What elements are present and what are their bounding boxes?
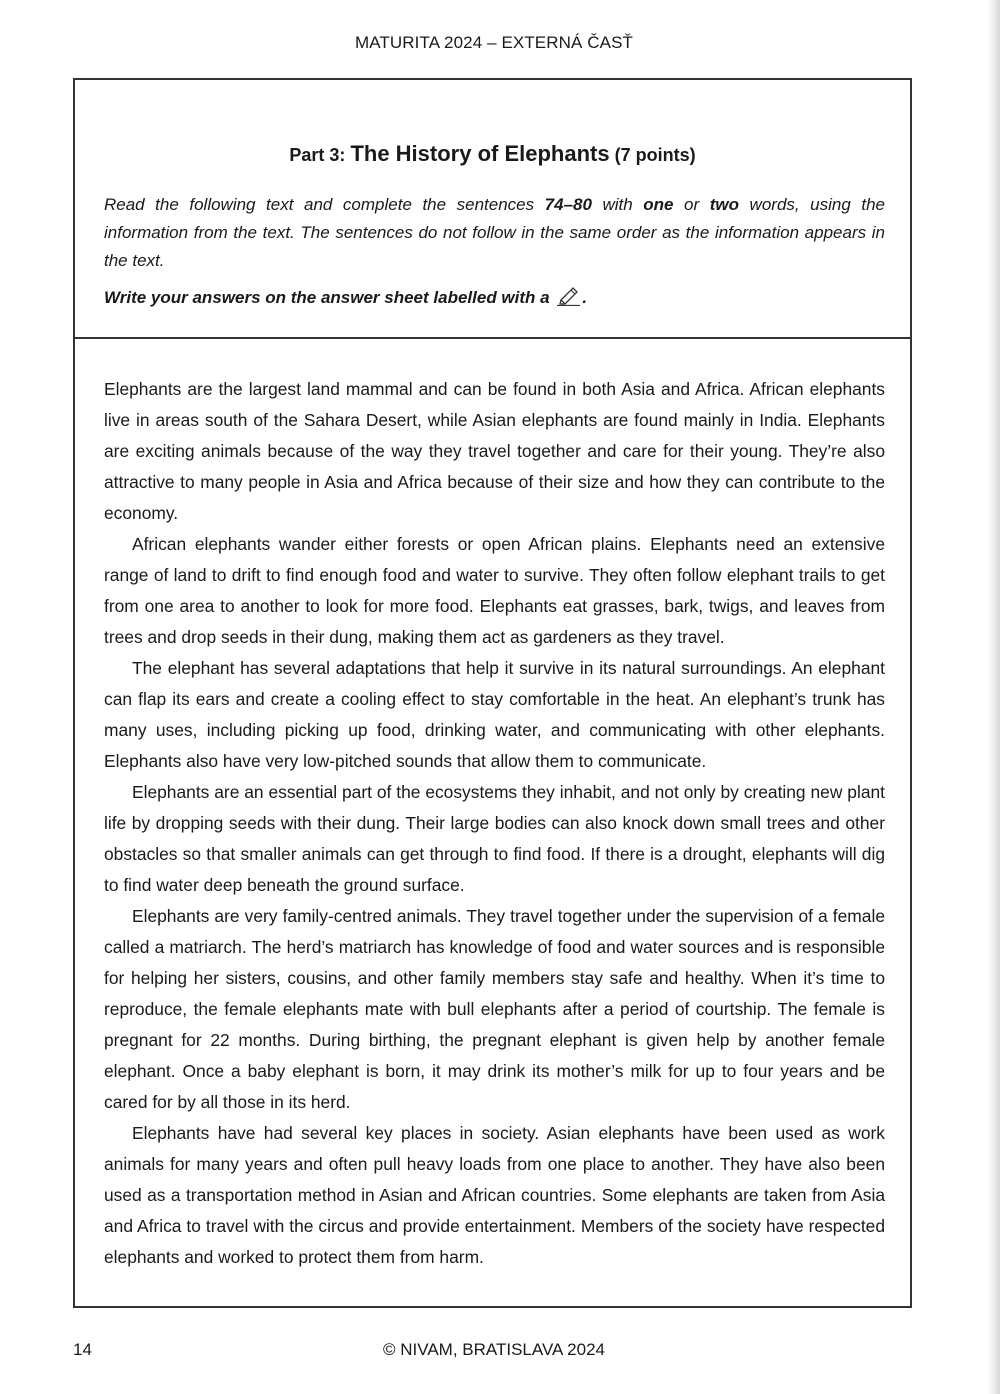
part-heading: The History of Elephants [350, 141, 610, 166]
task-frame [73, 78, 912, 1308]
answer-sheet-note-end: . [582, 288, 588, 307]
task-instructions-box [75, 80, 910, 339]
page-edge-shadow [988, 0, 1000, 1394]
part-title [75, 141, 910, 167]
article-paragraph: Elephants are the largest land mammal and can be found in both Asia and Africa. African elephants live in areas south of the Sahara Desert, while Asian elephants are found mainly in India. Elephants are exciting animals because of the way they travel together and care for their young. They’re also attractive to many people in Asia and Africa because of their size and how they can contribute to the economy. [104, 379, 885, 523]
part-points: (7 points) [614, 145, 696, 165]
footer-copyright: © NIVAM, BRATISLAVA 2024 [383, 1340, 605, 1359]
article-paragraph: The elephant has several adaptations that help it survive in its natural surroundings. An elephant can flap its ears and create a cooling effect to stay comfortable in the heat. An elephant’s trunk has many uses, including picking up food, drinking water, and communicating with other elephants. Elephants also have very low-pitched sounds that allow them to communicate. [104, 658, 885, 771]
part-label: Part 3: [289, 145, 346, 165]
pencil-icon [556, 284, 582, 311]
instructions-text-3: or [673, 195, 710, 214]
page-number: 14 [73, 1340, 92, 1359]
answer-sheet-note [104, 284, 587, 311]
instructions-text-1: Read the following text and complete the sentences [104, 195, 545, 214]
article-paragraph: Elephants have had several key places in society. Asian elephants have been used as work animals for many years and often pull heavy loads from one place to another. They have also been used as a transportation method in Asian and African countries. Some elephants are taken from Asia and Africa to travel with the circus and provide entertainment. Members of the society have respected elephants and worked to protect them from harm. [104, 1123, 885, 1267]
instructions-text-2: with [591, 195, 644, 214]
article-paragraph: Elephants are an essential part of the ecosystems they inhabit, and not only by creating new plant life by dropping seeds with their dung. Their large bodies can also knock down small trees and other obstacles so that smaller animals can get through to find food. If there is a drought, elephants will dig to find water deep beneath the ground surface. [104, 782, 885, 895]
answer-sheet-note-text: Write your answers on the answer sheet labelled with a [104, 288, 550, 307]
task-instructions [104, 191, 885, 275]
article-paragraph: Elephants are very family-centred animals. They travel together under the supervision of a female called a matriarch. The herd’s matriarch has knowledge of food and water sources and is responsible for helping her sisters, cousins, and other family members stay safe and healthy. When it’s time to reproduce, the female elephants mate with bull elephants after a period of courtship. The female is pregnant for 22 months. During birthing, the pregnant elephant is given help by another female elephant. Once a baby elephant is born, it may drink its mother’s milk for up to four years and be cared for by all those in its herd. [104, 906, 885, 1112]
article-text [104, 374, 885, 1273]
instructions-text-4: words, using the information from the text. The sentences do not follow in the same order as the information appears in the text. [104, 195, 885, 270]
running-header: MATURITA 2024 – EXTERNÁ ČASŤ [354, 33, 634, 52]
instructions-range: 74–80 [544, 195, 592, 214]
instructions-two: two [709, 195, 740, 214]
article-paragraph: African elephants wander either forests or open African plains. Elephants need an extensive range of land to drift to find enough food and water to survive. They often follow elephant trails to get from one area to another to look for more food. Elephants eat grasses, bark, twigs, and leaves from trees and drop seeds in their dung, making them act as gardeners as they travel. [104, 534, 885, 647]
instructions-one: one [643, 195, 674, 214]
